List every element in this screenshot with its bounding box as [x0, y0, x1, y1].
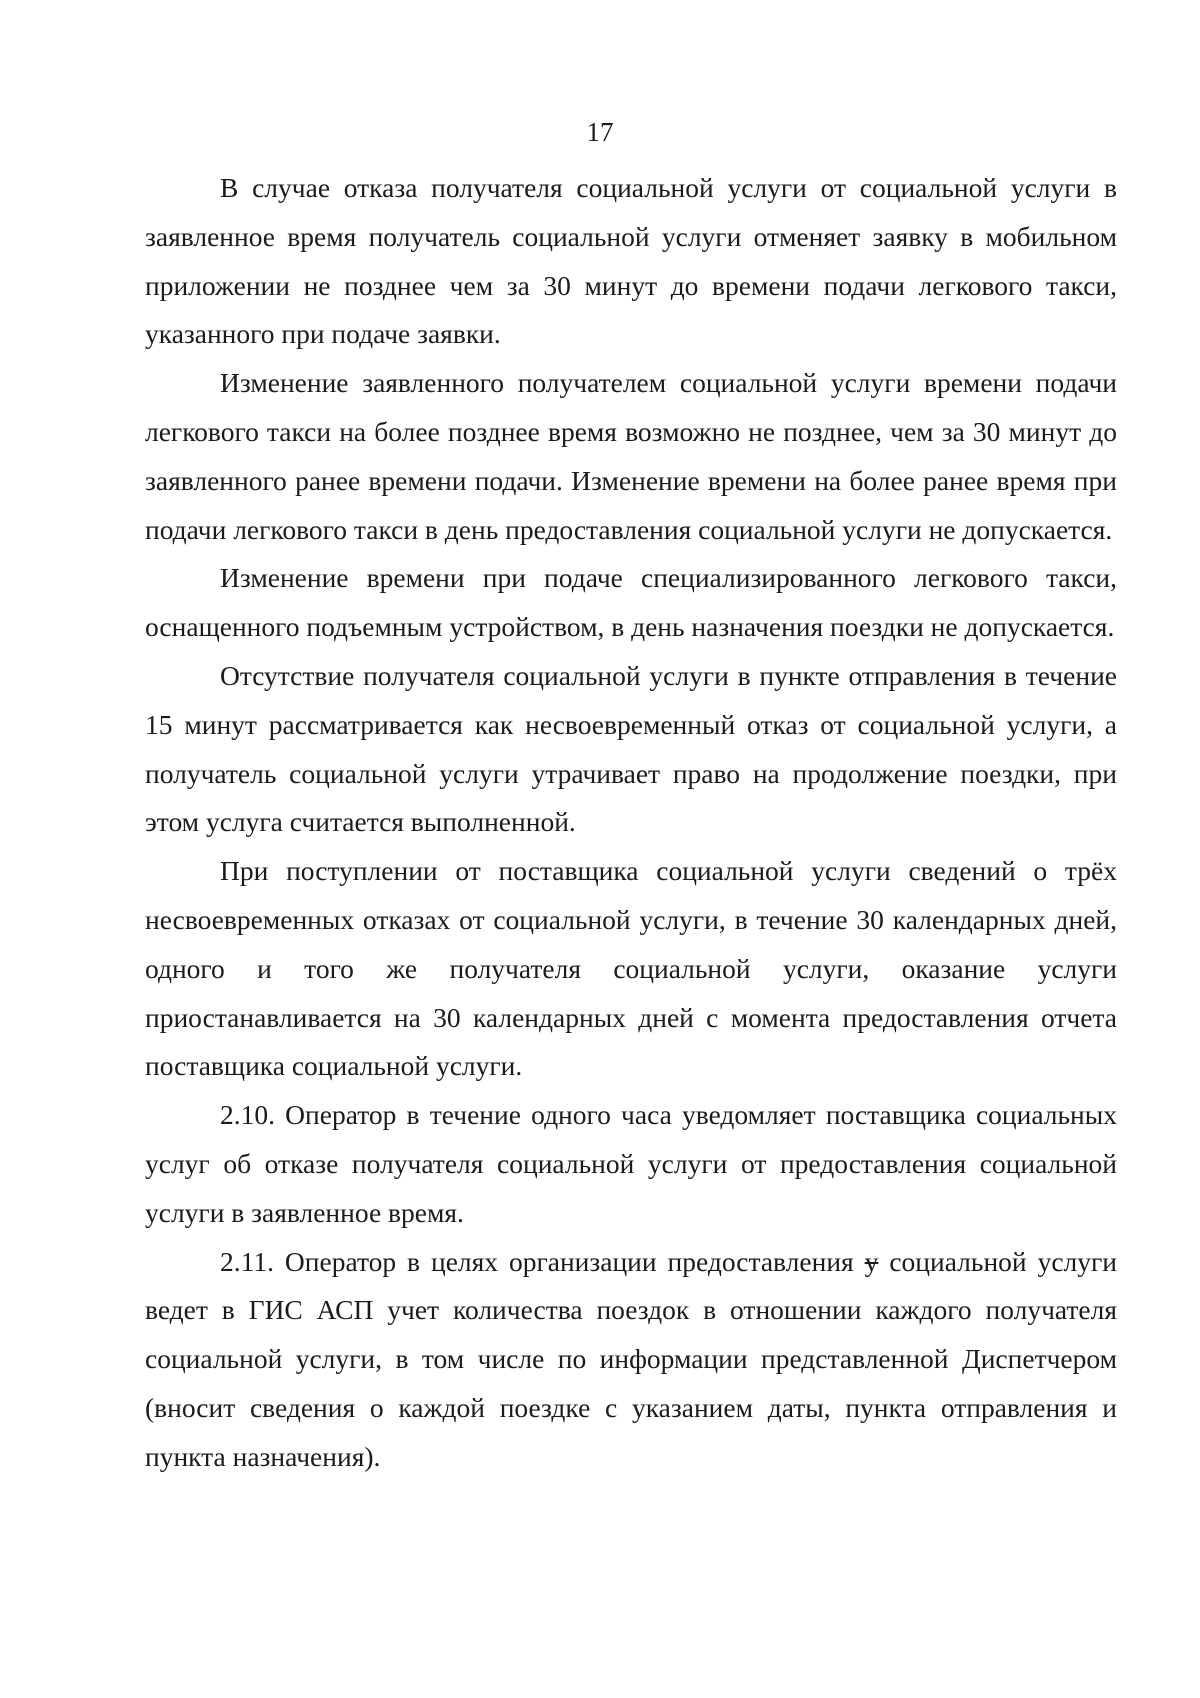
document-body [145, 164, 1117, 1482]
paragraph-refusal-cancellation: В случае отказа получателя социальной услуги от социальной услуги в заявленное время получатель социальной услуги отменяет заявку в мобильном приложении не позднее чем за 30 минут до времени подачи легкового такси, указанного при подаче заявки. [145, 172, 1117, 350]
section-2-11-text-end: социальной услуги ведет в ГИС АСП учет количества поездок в отношении каждого получателя социальной услуги, в том числе по информации представленной Диспетчером (вносит сведения о каждой поездке с указанием даты, пункта отправления и пункта назначения). [145, 1245, 1117, 1472]
paragraph-section-2-11 [145, 1238, 1117, 1482]
section-2-11-text-start: 2.11. Оператор в целях организации предоставления [220, 1245, 865, 1277]
paragraph-specialized-taxi: Изменение времени при подаче специализированного легкового такси, оснащенного подъемным устройством, в день назначения поездки не допускается. [145, 562, 1117, 643]
paragraph-time-change: Изменение заявленного получателем социальной услуги времени подачи легкового такси на более позднее время возможно не позднее, чем за 30 минут до заявленного ранее времени подачи. Изменение времени на более ранее время при подачи легкового такси в день предоставления социальной услуги не допускается. [145, 367, 1117, 545]
paragraph-no-show: Отсутствие получателя социальной услуги в пункте отправления в течение 15 минут рассматривается как несвоевременный отказ от социальной услуги, а получатель социальной услуги утрачивает право на продолжение поездки, при этом услуга считается выполненной. [145, 659, 1117, 838]
paragraph-three-refusals: При поступлении от поставщика социальной услуги сведений о трёх несвоевременных отказах от социальной услуги, в течение 30 календарных дней, одного и того же получателя социальной услуги, оказание услуги приостанавливается на 30 календарных дней с момента предоставления отчета поставщика социальной услуги. [145, 855, 1117, 1082]
page-number: 17 [586, 117, 614, 147]
paragraph-section-2-10: 2.10. Оператор в течение одного часа уведомляет поставщика социальных услуг об отказе получателя социальной услуги от предоставления социальной услуги в заявленное время. [145, 1099, 1117, 1228]
struck-out-letter: у [864, 1245, 879, 1277]
